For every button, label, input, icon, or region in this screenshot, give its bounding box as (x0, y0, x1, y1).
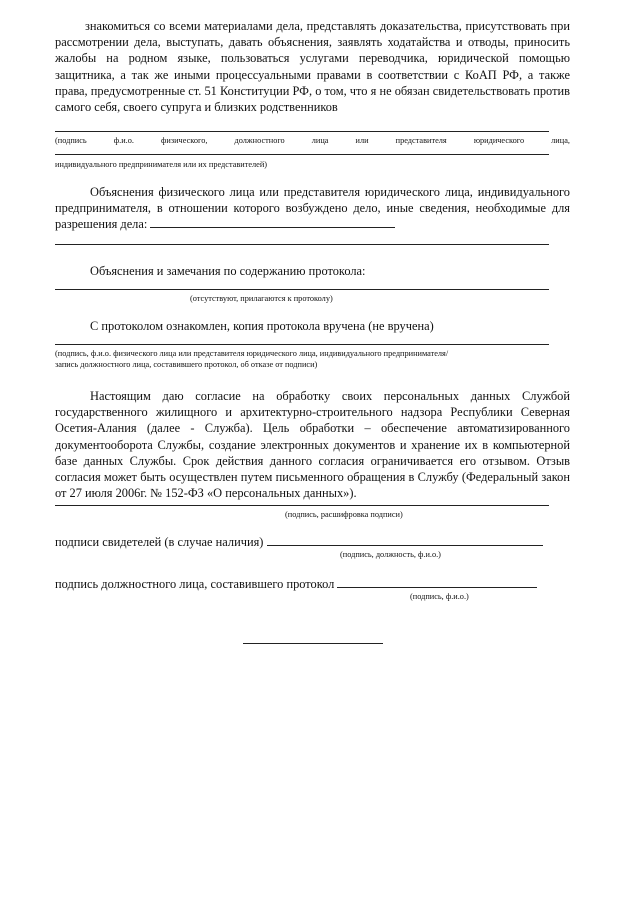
official-label: подпись должностного лица, составившего протокол (55, 577, 335, 591)
witnesses-label: подписи свидетелей (в случае наличия) (55, 535, 264, 549)
witnesses-caption: (подпись, должность, ф.и.о.) (340, 550, 441, 559)
official-row (55, 576, 537, 592)
signature-caption (55, 135, 570, 146)
official-line[interactable] (337, 577, 537, 588)
consent-paragraph: Настоящим даю согласие на обработку своих персональных данных Службой государственного жилищного и архитектурно-строительного надзора Республики Северная Осетия-Алания (далее - Служба). Цель обработки – обеспечение автоматизированного документооборота Службы, создание электронных документов и хранение их в компьютерной базе данных Службы. Срок действия данного согласия ограничивается его отзывом. Отзыв согласия может быть осуществлен путем письменного обращения в Службу (Федеральный закон от 27 июля 2006г. № 152-ФЗ «О персональных данных»). (55, 389, 570, 501)
remarks-line[interactable] (55, 289, 549, 290)
explanations-paragraph (55, 184, 570, 233)
signature-caption-word: лица, (551, 136, 570, 145)
signature-caption-word: лица (311, 136, 329, 145)
explanations-extra-line (55, 244, 549, 245)
familiarized-line[interactable] (55, 344, 549, 345)
signature-caption-word: юридического (473, 136, 525, 145)
rights-paragraph: знакомиться со всеми материалами дела, представлять доказательства, присутствовать при рассмотрении дела, выступать, давать объяснения, заявлять ходатайства и отводы, приносить жалобы на родном языке, пользоваться услугами переводчика, юридической помощью защитника, а так же иными процессуальными правами в соответствии с КоАП РФ, а также права, предусмотренные ст. 51 Конституции РФ, о том, что я не обязан свидетельствовать против самого себя, своего супруга и близких родственников (55, 19, 570, 115)
familiarized-caption-2: запись должностного лица, составившего протокол, об отказе от подписи) (55, 360, 318, 369)
explanations-text: Объяснения физического лица или представителя юридического лица, индивидуального предпринимателя, в отношении которого возбуждено дело, иные сведения, необходимые для разрешения дела: (55, 185, 570, 232)
signature-caption-word: должностного (234, 136, 285, 145)
signature-line (55, 131, 549, 132)
remarks-caption: (отсутствуют, прилагаются к протоколу) (190, 294, 333, 303)
witnesses-line[interactable] (267, 535, 543, 546)
signature-caption-word: ф.и.о. (113, 136, 134, 145)
witnesses-row (55, 534, 543, 550)
official-caption: (подпись, ф.и.о.) (410, 592, 469, 601)
remarks-label: Объяснения и замечания по содержанию протокола: (90, 264, 366, 278)
signature-caption-word: или (355, 136, 369, 145)
explanations-input-line[interactable] (150, 217, 395, 228)
consent-signature-line[interactable] (55, 505, 549, 506)
signature-line-2 (55, 154, 549, 155)
consent-caption: (подпись, расшифровка подписи) (285, 510, 403, 519)
signature-caption-word: представителя (395, 136, 447, 145)
familiarized-label: С протоколом ознакомлен, копия протокола вручена (не вручена) (90, 319, 434, 333)
signature-caption-word: (подпись (55, 136, 87, 145)
signature-caption-word: физического, (161, 136, 208, 145)
familiarized-caption-1: (подпись, ф.и.о. физического лица или представителя юридического лица, индивидуального предпринимателя/ (55, 349, 449, 358)
signature-caption-line2: индивидуального предпринимателя или их представителей) (55, 160, 268, 169)
bottom-line (243, 643, 383, 644)
